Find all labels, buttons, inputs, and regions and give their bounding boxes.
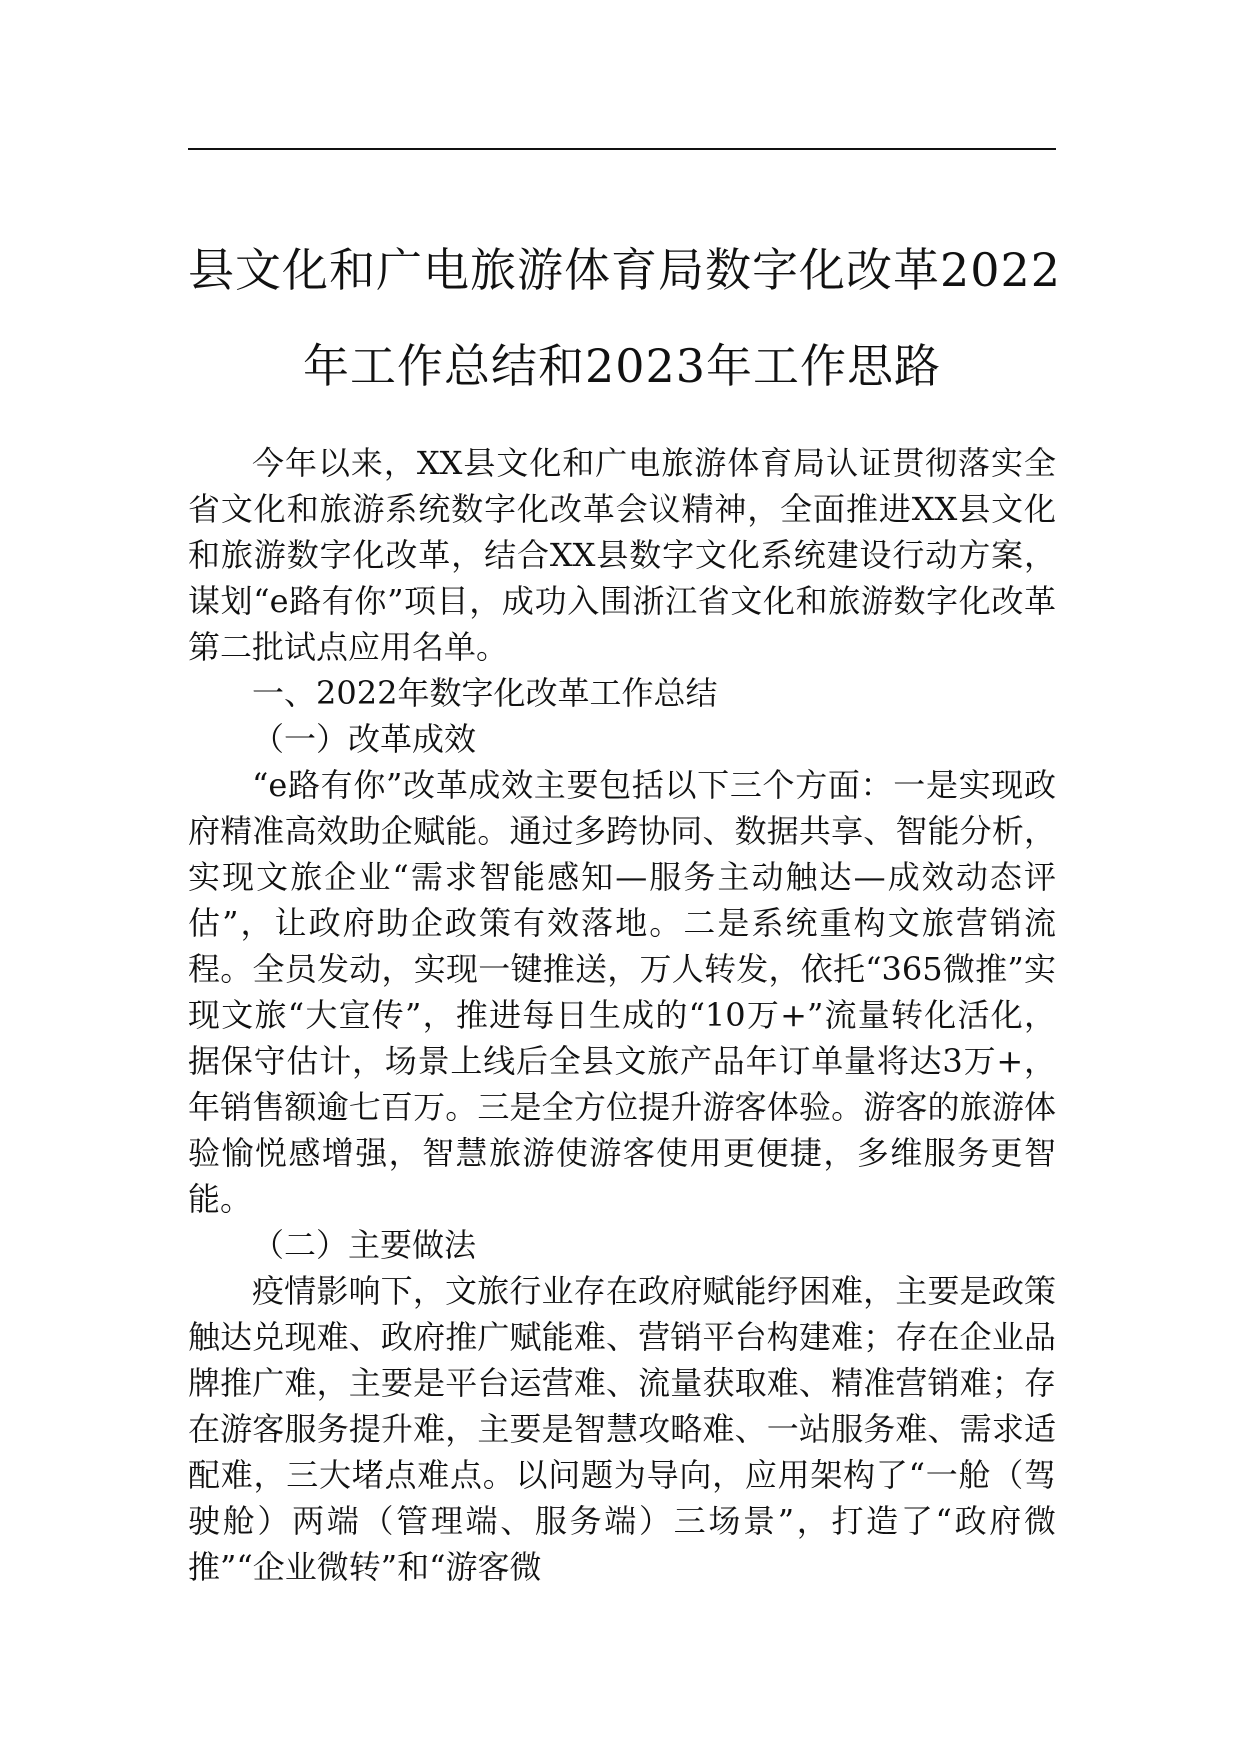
results-paragraph: “e路有你”改革成效主要包括以下三个方面：一是实现政府精准高效助企赋能。通过多跨协同、数据共享、智能分析，实现文旅企业“需求智能感知—服务主动触达—成效动态评估”，让政府助企政策有效落地。二是系统重构文旅营销流程。全员发动，实现一键推送，万人转发，依托“365微推”实现文旅“大宣传”，推进每日生成的“10万+”流量转化活化，据保守估计，场景上线后全县文旅产品年订单量将达3万+，年销售额逾七百万。三是全方位提升游客体验。游客的旅游体验愉悦感增强，智慧旅游使游客使用更便捷，多维服务更智能。 xyxy=(188,766,1056,1218)
title-line-1: 县文化和广电旅游体育局数字化改革2022 xyxy=(188,243,1062,297)
subsection-heading-2: （二）主要做法 xyxy=(252,1226,477,1264)
title-line-2: 年工作总结和2023年工作思路 xyxy=(302,339,942,393)
subsection-heading-1: （一）改革成效 xyxy=(252,720,477,758)
intro-paragraph: 今年以来，XX县文化和广电旅游体育局认证贯彻落实全省文化和旅游系统数字化改革会议精神，全面推进XX县文化和旅游数字化改革，结合XX县数字文化系统建设行动方案，谋划“e路有你”项目，成功入围浙江省文化和旅游数字化改革第二批试点应用名单。 xyxy=(188,444,1056,666)
document-title xyxy=(188,222,1062,414)
section-heading-1: 一、2022年数字化改革工作总结 xyxy=(252,674,718,712)
methods-paragraph: 疫情影响下，文旅行业存在政府赋能纾困难，主要是政策触达兑现难、政府推广赋能难、营销平台构建难；存在企业品牌推广难，主要是平台运营难、流量获取难、精准营销难；存在游客服务提升难，主要是智慧攻略难、一站服务难、需求适配难，三大堵点难点。以问题为导向，应用架构了“一舱（驾驶舱）两端（管理端、服务端）三场景”，打造了“政府微推”“企业微转”和“游客微 xyxy=(188,1272,1056,1586)
header-rule xyxy=(188,148,1056,150)
document-body xyxy=(188,440,1056,1590)
